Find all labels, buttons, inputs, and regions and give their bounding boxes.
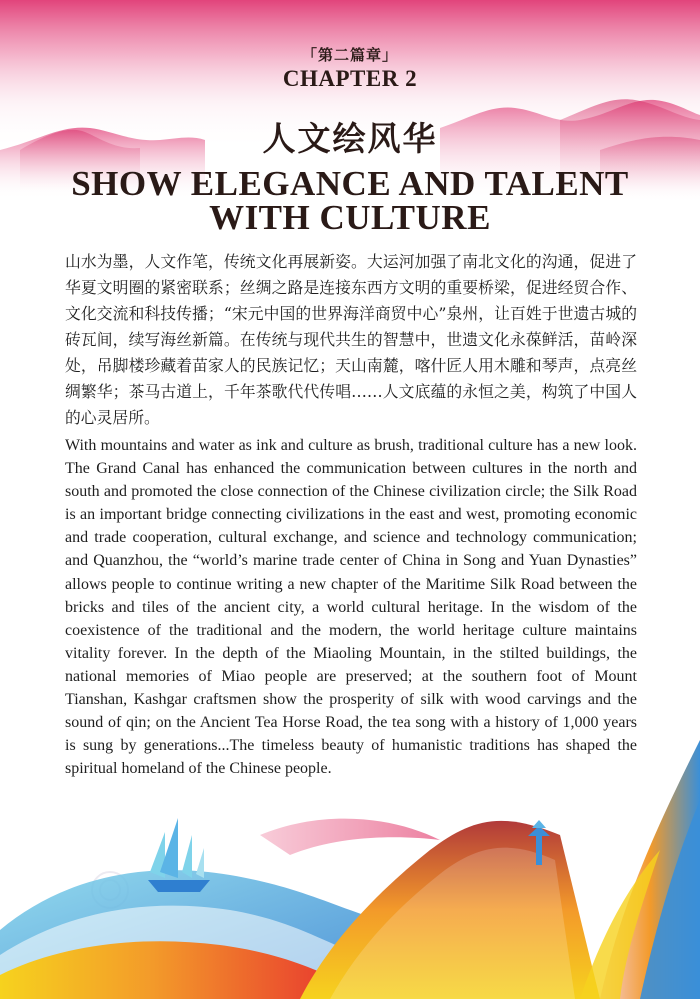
body-english-paragraph: With mountains and water as ink and culture as brush, traditional culture has a new look. The Grand Canal has enhanced the communication between cultures in the north and south and promoted the close connection of the Chinese civilization circle; the Silk Road is an important bridge connecting civilizations in the east and west, promoting economic and trade cooperation, cultural exchange, and science and technology communication; and Quanzhou, the “world’s marine trade center of China in Song and Yuan Dynasties” allows people to continue writing a new chapter of the Maritime Silk Road between the bricks and tiles of the ancient city, a world cultural heritage. In the wisdom of the coexistence of the traditional and the modern, the world heritage culture maintains vitality forever. In the depth of the Miaoling Mountain, in the stilted buildings, the national memories of Miao people are preserved; at the southern foot of Mount Tianshan, Kashgar craftsmen show the prosperity of silk with wood carvings and the sound of qin; on the Ancient Tea Horse Road, the tea song with a history of 1,000 years is sung by generations...The timeless beauty of humanistic traditions has shaped the spiritual homeland of the Chinese people. [65,437,637,778]
title-english-line-2: WITH CULTURE [209,198,491,237]
chapter-header [0,44,700,92]
sailboat-icon [148,818,210,892]
body-chinese-paragraph: 山水为墨，人文作笔，传统文化再展新姿。大运河加强了南北文化的沟通，促进了华夏文明圈的紧密联系；丝绸之路是连接东西方文明的重要桥梁，促进经贸合作、文化交流和科技传播；“宋元中国的世界海洋商贸中心”泉州，让百姓于世遗古城的砖瓦间，续写海丝新篇。在传统与现代共生的智慧中，世遗文化永葆鲜活，苗岭深处，吊脚楼珍藏着苗家人的民族记忆；天山南麓，喀什匠人用木雕和琴声，点亮丝绸繁华；茶马古道上，千年茶歌代代传唱……人文底蕴的永恒之美，构筑了中国人的心灵居所。 [65,252,637,427]
bottom-ribbon-decoration [0,740,700,999]
chapter-number: CHAPTER 2 [282,66,418,91]
title-english [0,164,700,237]
title-chinese: 人文绘风华 [262,119,438,158]
title-english-line-1: SHOW ELEGANCE AND TALENT [71,164,629,203]
title-block [0,117,700,235]
chapter-label: 「第二篇章」 [301,46,398,64]
